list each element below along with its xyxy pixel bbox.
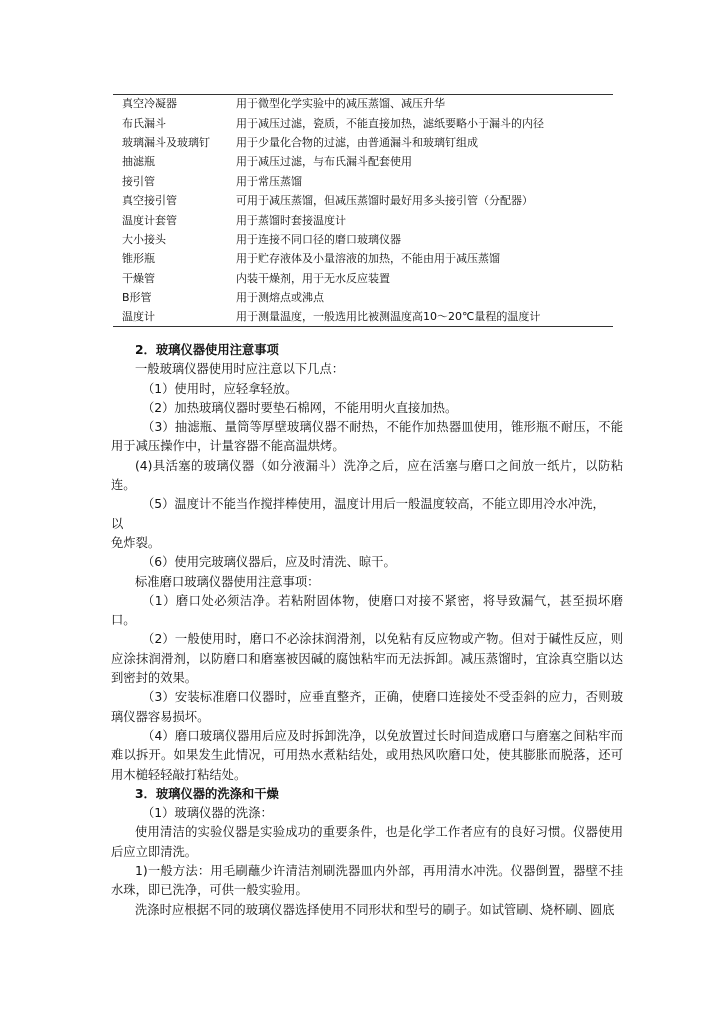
table-row [113,191,613,210]
apparatus-use: 可用于减压蒸馏，但减压蒸馏时最好用多头接引管（分配器） [236,194,533,208]
section-heading-3: 3．玻璃仪器的洗涤和干燥 [135,786,279,801]
apparatus-name: 大小接头 [122,232,166,246]
paragraph: 标准磨口玻璃仪器使用注意事项： [135,574,320,589]
paragraph: （1）使用时，应轻拿轻放。 [142,381,298,396]
body-text [111,341,623,920]
apparatus-use: 用于微型化学实验中的减压蒸馏、减压升华 [236,97,445,111]
paragraph: (4)具活塞的玻璃仪器（如分液漏斗）洗净之后，应在活塞与磨口之间放一纸片，以防粘连。 [111,458,623,493]
apparatus-use: 用于常压蒸馏 [236,174,302,188]
apparatus-use: 用于贮存液体及小量溶液的加热，不能由用于减压蒸馏 [236,252,500,266]
apparatus-name: 接引管 [122,174,155,188]
apparatus-name: 抽滤瓶 [122,155,155,169]
apparatus-name: 布氏漏斗 [122,116,166,130]
table-row [113,249,613,268]
table-row [113,210,613,229]
paragraph: （1）磨口处必须洁净。若粘附固体物，使磨口对接不紧密，将导致漏气，甚至损坏磨口。 [111,593,623,628]
section-heading-2: 2．玻璃仪器使用注意事项 [135,343,279,357]
apparatus-use: 用于减压过滤，与布氏漏斗配套使用 [236,155,412,169]
apparatus-name: 干燥管 [122,271,155,285]
apparatus-table [113,94,613,327]
apparatus-name: 温度计套管 [122,213,177,227]
paragraph: 使用清洁的实验仪器是实验成功的重要条件，也是化学工作者应有的良好习惯。仪器使用后应立即清洗。 [111,825,623,859]
apparatus-use: 用于少量化合物的过滤，由普通漏斗和玻璃钉组成 [236,135,478,149]
paragraph: 1)一般方法：用毛刷蘸少许清洁剂刷洗器皿内外部，再用清水冲洗。仪器倒置，器壁不挂水珠，即已洗净，可供一般实验用。 [111,864,623,898]
paragraph: （4）磨口玻璃仪器用后应及时拆卸洗净，以免放置过长时间造成磨口与磨塞之间粘牢而难以拆开。如果发生此情况，可用热水煮粘结处，或用热风吹磨口处，使其膨胀而脱落，还可用木槌轻轻敲打粘结处。 [111,728,623,782]
table-row [113,94,613,113]
table-row [113,230,613,249]
table-row [113,113,613,132]
apparatus-name: 温度计 [113,307,223,327]
table-row [113,152,613,171]
paragraph: （2）一般使用时，磨口不必涂抹润滑剂，以免粘有反应物或产物。但对于碱性反应，则应涂抹润滑剂，以防磨口和磨塞被因碱的腐蚀粘牢而无法拆卸。减压蒸馏时，宜涂真空脂以达到密封的效果。 [111,632,623,686]
paragraph: （3）安装标准磨口仪器时，应垂直整齐，正确，使磨口连接处不受歪斜的应力，否则玻璃仪器容易损坏。 [111,690,623,724]
apparatus-name: 真空冷凝器 [122,97,177,111]
paragraph: （1）玻璃仪器的洗涤： [142,806,273,821]
apparatus-name: 锥形瓶 [122,252,155,266]
apparatus-use: 用于测量温度，一般选用比被测温度高10～20℃量程的温度计 [223,307,613,327]
paragraph: （3）抽滤瓶、量筒等厚壁玻璃仪器不耐热，不能作加热器皿使用，锥形瓶不耐压，不能用于减压操作中，计量容器不能高温烘烤。 [111,420,623,454]
table-row [113,288,613,307]
paragraph: 免炸裂。 [111,535,161,550]
table-row [113,172,613,191]
apparatus-use: 用于蒸馏时套接温度计 [236,213,346,227]
apparatus-name: 玻璃漏斗及玻璃钉 [122,135,210,149]
apparatus-name: B形管 [122,291,152,305]
apparatus-use: 用于测熔点或沸点 [236,291,324,305]
paragraph: 洗涤时应根据不同的玻璃仪器选择使用不同形状和型号的刷子。如试管刷、烧杯刷、圆底 [135,902,615,917]
paragraph: 一般玻璃仪器使用时应注意以下几点： [135,362,345,377]
apparatus-use: 用于连接不同口径的磨口玻璃仪器 [236,232,401,246]
table-row [113,133,613,152]
apparatus-name: 真空接引管 [122,194,177,208]
paragraph: （2）加热玻璃仪器时要垫石棉网，不能用明火直接加热。 [142,400,458,415]
paragraph: （5）温度计不能当作搅拌棒使用，温度计用后一般温度较高，不能立即用冷水冲洗， [142,497,605,512]
table-row [113,307,613,327]
paragraph: 以 [111,516,124,531]
paragraph: （6）使用完玻璃仪器后，应及时清洗、晾干。 [142,555,396,570]
apparatus-use: 用于减压过滤，瓷质，不能直接加热，滤纸要略小于漏斗的内径 [236,116,544,130]
table-row [113,269,613,288]
apparatus-use: 内装干燥剂，用于无水反应装置 [236,271,390,285]
